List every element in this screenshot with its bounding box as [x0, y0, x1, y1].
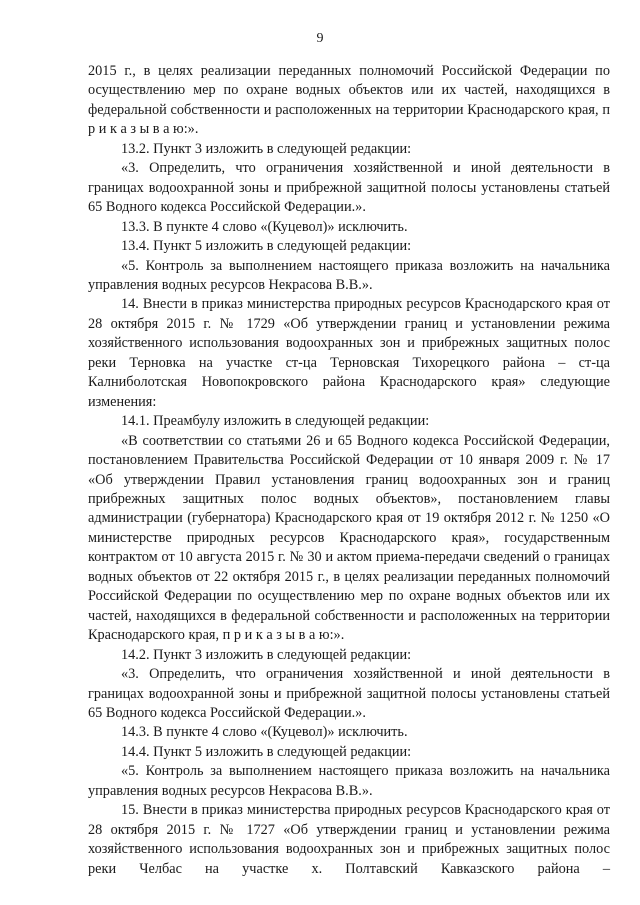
paragraph-14-2: 14.2. Пункт 3 изложить в следующей редакции:: [121, 646, 412, 663]
paragraph-15: 15. Внести в приказ министерства природных ресурсов Краснодарского края от 28 октября 2015 г. № 1727 «Об утверждении границ и установлении режима хозяйственного использования водоохранных зон и прибрежных защитных полос реки Челбас на участке х. Полтавский Кавказского района –: [88, 802, 610, 877]
paragraph-14-1-text: «В соответствии со статьями 26 и 65 Водного кодекса Российской Федерации, постановлением Правительства Российской Федерации от 10 января 2009 г. № 17 «Об утверждении Правил установления границ водоохранных зон и границ прибрежных защитных полос водных объектов», постановлением главы администрации (губернатора) Краснодарского края от 19 октября 2012 г. № 1250 «О министерстве природных ресурсов Краснодарского края», государственным контрактом от 10 августа 2015 г. № 30 и актом приема-передачи сведений о границах водных объектов от 22 октября 2015 г., в целях реализации переданных полномочий Российской Федерации по осуществлению мер по охране водных объектов или их частей, находящихся в федеральной собственности и расположенных на территории Краснодарского края, п р и к а з ы в а ю:».: [88, 432, 610, 644]
paragraph-13-2-text: «3. Определить, что ограничения хозяйственной и иной деятельности в границах водоохранной зоны и прибрежной защитной полосы установлены статьей 65 Водного кодекса Российской Федерации.».: [88, 160, 610, 216]
paragraph-14-4: 14.4. Пункт 5 изложить в следующей редакции:: [121, 743, 412, 760]
paragraph-13-4-text: «5. Контроль за выполнением настоящего приказа возложить на начальника управления водных ресурсов Некрасова В.В.».: [88, 257, 610, 293]
page-number: 9: [316, 31, 324, 46]
paragraph-14-4-text: «5. Контроль за выполнением настоящего приказа возложить на начальника управления водных ресурсов Некрасова В.В.».: [88, 763, 610, 799]
paragraph-13-4: 13.4. Пункт 5 изложить в следующей редакции:: [121, 238, 412, 255]
document-body: [88, 62, 610, 879]
paragraph-preamble-end: 2015 г., в целях реализации переданных полномочий Российской Федерации по осуществлению мер по охране водных объектов или их частей, находящихся в федеральной собственности и расположенных на территории Краснодарского края, п р и к а з ы в а ю:».: [88, 63, 610, 138]
paragraph-14: 14. Внести в приказ министерства природных ресурсов Краснодарского края от 28 октября 2015 г. № 1729 «Об утверждении границ и установлении режима хозяйственного использования водоохранных зон и прибрежных защитных полос реки Терновка на участке ст-ца Терновская Тихорецкого района – ст-ца Калниболотская Новопокровского района Краснодарского края» следующие изменения:: [88, 296, 610, 410]
paragraph-14-1: 14.1. Преамбулу изложить в следующей редакции:: [121, 413, 430, 430]
paragraph-13-3: 13.3. В пункте 4 слово «(Куцевол)» исключить.: [121, 218, 408, 235]
paragraph-13-2: 13.2. Пункт 3 изложить в следующей редакции:: [121, 140, 412, 157]
paragraph-14-3: 14.3. В пункте 4 слово «(Куцевол)» исключить.: [121, 724, 408, 741]
paragraph-14-2-text: «3. Определить, что ограничения хозяйственной и иной деятельности в границах водоохранной зоны и прибрежной защитной полосы установлены статьей 65 Водного кодекса Российской Федерации.».: [88, 666, 610, 721]
